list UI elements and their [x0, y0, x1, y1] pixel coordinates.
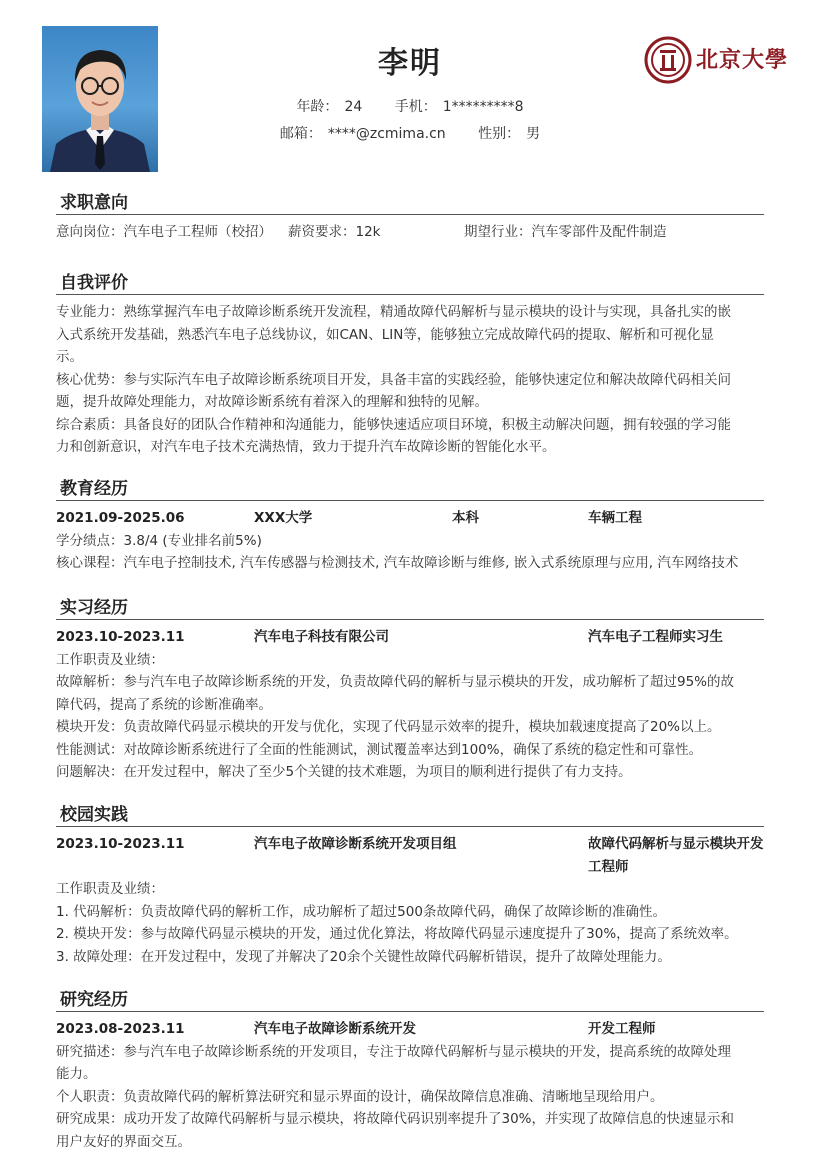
entry-period: 2021.09-2025.06	[56, 510, 185, 526]
age-value: 24	[344, 99, 363, 115]
text-line: 个人职责：负责故障代码的解析算法研究和显示界面的设计，确保故障信息准确、清晰地呈现给用户。	[56, 1088, 664, 1105]
text-line: 能力。	[56, 1066, 97, 1082]
text-line: 研究成果：成功开发了故障代码解析与显示模块，将故障代码识别率提升了30%，并实现了故障信息的快速显示和	[56, 1111, 735, 1127]
text-line: 学分绩点：3.8/4 (专业排名前5%)	[56, 532, 262, 549]
degree: 本科	[452, 510, 479, 526]
text-line: 力和创新意识，对汽车电子技术充满热情，致力于提升汽车故障诊断的智能化水平。	[56, 439, 556, 455]
text-line: 示。	[56, 349, 83, 365]
text-line: 入式系统开发基础，熟悉汽车电子总线协议，如CAN、LIN等，能够独立完成故障代码的提取、解析和可视化显	[56, 326, 714, 343]
section-title: 自我评价	[56, 268, 764, 295]
text-line: 2. 模块开发：参与故障代码显示模块的开发，通过优化算法，将故障代码显示速度提升了30%，提高了系统效率。	[56, 926, 738, 942]
job-role: 开发工程师	[588, 1021, 656, 1037]
salary-requirement: 薪资要求：12k	[288, 224, 381, 240]
age-field	[296, 96, 362, 116]
text-line: 专业能力：熟练掌握汽车电子故障诊断系统开发流程，精通故障代码解析与显示模块的设计与实现，具备扎实的嵌	[56, 304, 731, 320]
text-line: 研究描述：参与汽车电子故障诊断系统的开发项目，专注于故障代码解析与显示模块的开发，提高系统的故障处理	[56, 1043, 731, 1060]
job-role: 故障代码解析与显示模块开发工程师	[588, 836, 764, 875]
gender-value: 男	[526, 126, 541, 142]
project-name: 汽车电子故障诊断系统开发	[254, 1021, 416, 1037]
text-line: 障代码，提高了系统的诊断准确率。	[56, 696, 272, 713]
text-line: 问题解决：在开发过程中，解决了至少5个关键的技术难题，为项目的顺利进行提供了有力支持。	[56, 764, 632, 780]
section-self-evaluation	[56, 268, 764, 459]
entry-period: 2023.10-2023.11	[56, 836, 185, 852]
section-title: 教育经历	[56, 474, 764, 501]
entry-period: 2023.08-2023.11	[56, 1021, 185, 1037]
text-line: 故障解析：参与汽车电子故障诊断系统的开发，负责故障代码的解析与显示模块的开发，成功解析了超过95%的故	[56, 674, 735, 690]
section-title: 求职意向	[56, 188, 764, 215]
university-seal-icon	[644, 36, 692, 84]
job-intent-row	[56, 221, 764, 243]
research-entry-header	[56, 1018, 764, 1041]
text-line: 模块开发：负责故障代码显示模块的开发与优化，实现了代码显示效率的提升，模块加载速度提高了20%以上。	[56, 719, 721, 735]
text-line: 1. 代码解析：负责故障代码的解析工作，成功解析了超过500条故障代码，确保了故障诊断的准确性。	[56, 903, 666, 920]
phone-value: 1*********8	[442, 99, 524, 115]
email-field	[280, 123, 446, 143]
text-line: 3. 故障处理：在开发过程中，发现了并解决了20余个关键性故障代码解析错误，提升了故障处理能力。	[56, 948, 671, 965]
age-label: 年龄：	[296, 99, 339, 115]
section-title: 校园实践	[56, 800, 764, 827]
education-entry-header	[56, 507, 764, 530]
text-line: 工作职责及业绩：	[56, 881, 164, 897]
university-logo	[644, 36, 794, 86]
candidate-name: 李明	[378, 46, 442, 81]
section-campus-practice	[56, 800, 764, 968]
gender-label: 性别：	[478, 126, 521, 142]
text-line: 核心课程：汽车电子控制技术, 汽车传感器与检测技术, 汽车故障诊断与维修, 嵌入式系统原理与应用, 汽车网络技术	[56, 555, 739, 571]
job-role: 汽车电子工程师实习生	[588, 629, 723, 645]
organization-name: 汽车电子故障诊断系统开发项目组	[254, 836, 457, 852]
intended-position: 意向岗位：汽车电子工程师（校招）	[56, 224, 272, 240]
gender-field	[478, 123, 540, 143]
section-research	[56, 985, 764, 1153]
text-line: 题，提升故障处理能力，对故障诊断系统有着深入的理解和独特的见解。	[56, 394, 488, 410]
text-line: 工作职责及业绩：	[56, 651, 164, 668]
section-job-intent	[56, 188, 764, 243]
text-line: 用户友好的界面交互。	[56, 1133, 191, 1150]
contact-row-1	[0, 96, 820, 116]
section-title: 实习经历	[56, 593, 764, 620]
contact-row-2	[0, 123, 820, 143]
university-logo-text: 北京大學	[696, 47, 789, 73]
text-line: 综合素质：具备良好的团队合作精神和沟通能力，能够快速适应项目环境，积极主动解决问题，拥有较强的学习能	[56, 416, 731, 433]
internship-entry-header	[56, 626, 764, 649]
major: 车辆工程	[588, 510, 642, 526]
school-name: XXX大学	[254, 510, 313, 526]
email-value: ****@zcmima.cn	[327, 126, 446, 142]
company-name: 汽车电子科技有限公司	[254, 629, 389, 645]
email-label: 邮箱：	[279, 126, 322, 142]
text-line: 核心优势：参与实际汽车电子故障诊断系统项目开发，具备丰富的实践经验，能够快速定位和解决故障代码相关问	[56, 371, 731, 388]
phone-label: 手机：	[394, 99, 437, 115]
text-line: 性能测试：对故障诊断系统进行了全面的性能测试，测试覆盖率达到100%，确保了系统的稳定性和可靠性。	[56, 741, 703, 758]
entry-period: 2023.10-2023.11	[56, 629, 185, 645]
section-title: 研究经历	[56, 985, 764, 1012]
expected-industry: 期望行业：汽车零部件及配件制造	[464, 224, 667, 240]
section-education	[56, 474, 764, 575]
campus-entry-header	[56, 833, 764, 878]
phone-field	[395, 96, 524, 116]
section-internship	[56, 593, 764, 784]
